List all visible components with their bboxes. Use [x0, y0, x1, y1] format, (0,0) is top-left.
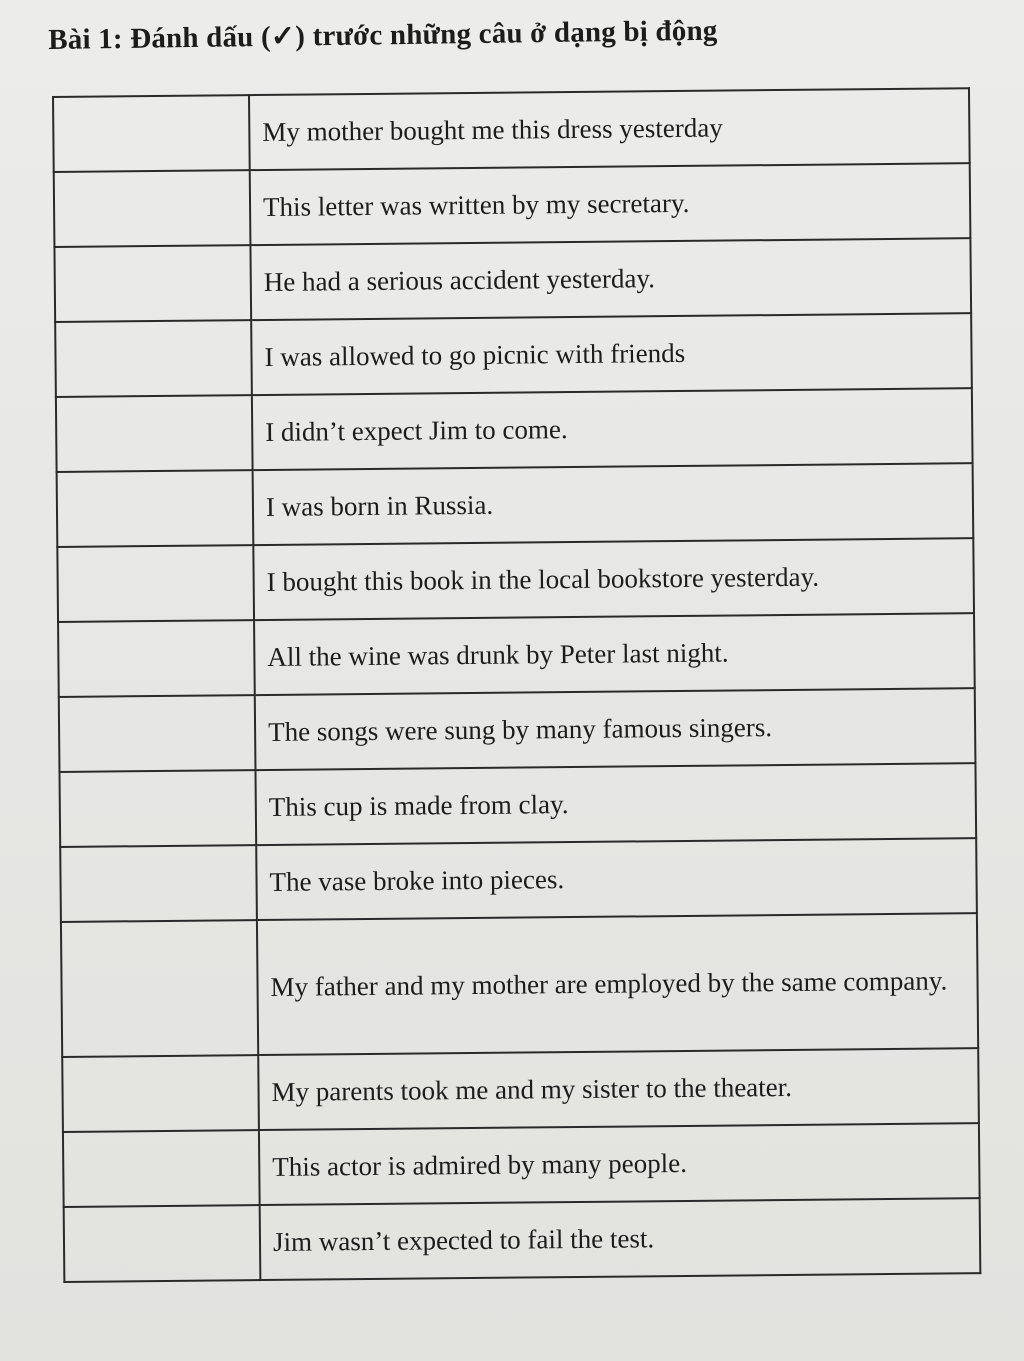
sentence-cell: My father and my mother are employed by the same company. [257, 913, 978, 1055]
table-row [62, 1048, 979, 1132]
checkbox-cell[interactable] [59, 770, 256, 847]
table-row [55, 313, 972, 397]
table-row [53, 88, 970, 172]
sentence-cell: Jim wasn’t expected to fail the test. [260, 1198, 981, 1280]
sentence-cell: The vase broke into pieces. [256, 838, 977, 920]
sentence-cell: My parents took me and my sister to the theater. [258, 1048, 979, 1130]
sentence-cell: All the wine was drunk by Peter last night. [254, 613, 975, 695]
checkbox-cell[interactable] [58, 620, 255, 697]
checkbox-cell[interactable] [64, 1205, 261, 1282]
checkbox-cell[interactable] [55, 320, 252, 397]
sentence-cell: He had a serious accident yesterday. [250, 238, 971, 320]
sentence-cell: I didn’t expect Jim to come. [252, 388, 973, 470]
sentence-cell: My mother bought me this dress yesterday [249, 88, 970, 170]
checkbox-cell[interactable] [54, 170, 251, 247]
exercise-table [52, 87, 981, 1283]
checkbox-cell[interactable] [63, 1130, 260, 1207]
sentence-cell: I was born in Russia. [253, 463, 974, 545]
checkbox-cell[interactable] [62, 1055, 259, 1132]
exercise-title: Bài 1: Đánh dấu (✓) trước những câu ở dạng bị động [48, 14, 718, 56]
checkbox-cell[interactable] [61, 920, 258, 1057]
sentence-cell: This actor is admired by many people. [259, 1123, 980, 1205]
table-row [59, 763, 976, 847]
sentence-cell: The songs were sung by many famous singers. [255, 688, 976, 770]
table-row [63, 1123, 980, 1207]
sentence-cell: I bought this book in the local bookstore yesterday. [253, 538, 974, 620]
checkbox-cell[interactable] [57, 545, 254, 622]
table-row [59, 688, 976, 772]
table-row [57, 538, 974, 622]
table-row [57, 463, 974, 547]
table-row [64, 1198, 981, 1282]
checkbox-cell[interactable] [57, 470, 254, 547]
table-row [54, 163, 971, 247]
sentence-cell: This letter was written by my secretary. [250, 163, 971, 245]
table-row [61, 913, 978, 1057]
table-row [58, 613, 975, 697]
checkbox-cell[interactable] [53, 95, 250, 172]
checkbox-cell[interactable] [54, 245, 251, 322]
checkbox-cell[interactable] [56, 395, 253, 472]
checkbox-cell[interactable] [60, 845, 257, 922]
sentence-cell: This cup is made from clay. [255, 763, 976, 845]
table-row [56, 388, 973, 472]
checkbox-cell[interactable] [59, 695, 256, 772]
table-row [60, 838, 977, 922]
sentence-cell: I was allowed to go picnic with friends [251, 313, 972, 395]
table-row [54, 238, 971, 322]
